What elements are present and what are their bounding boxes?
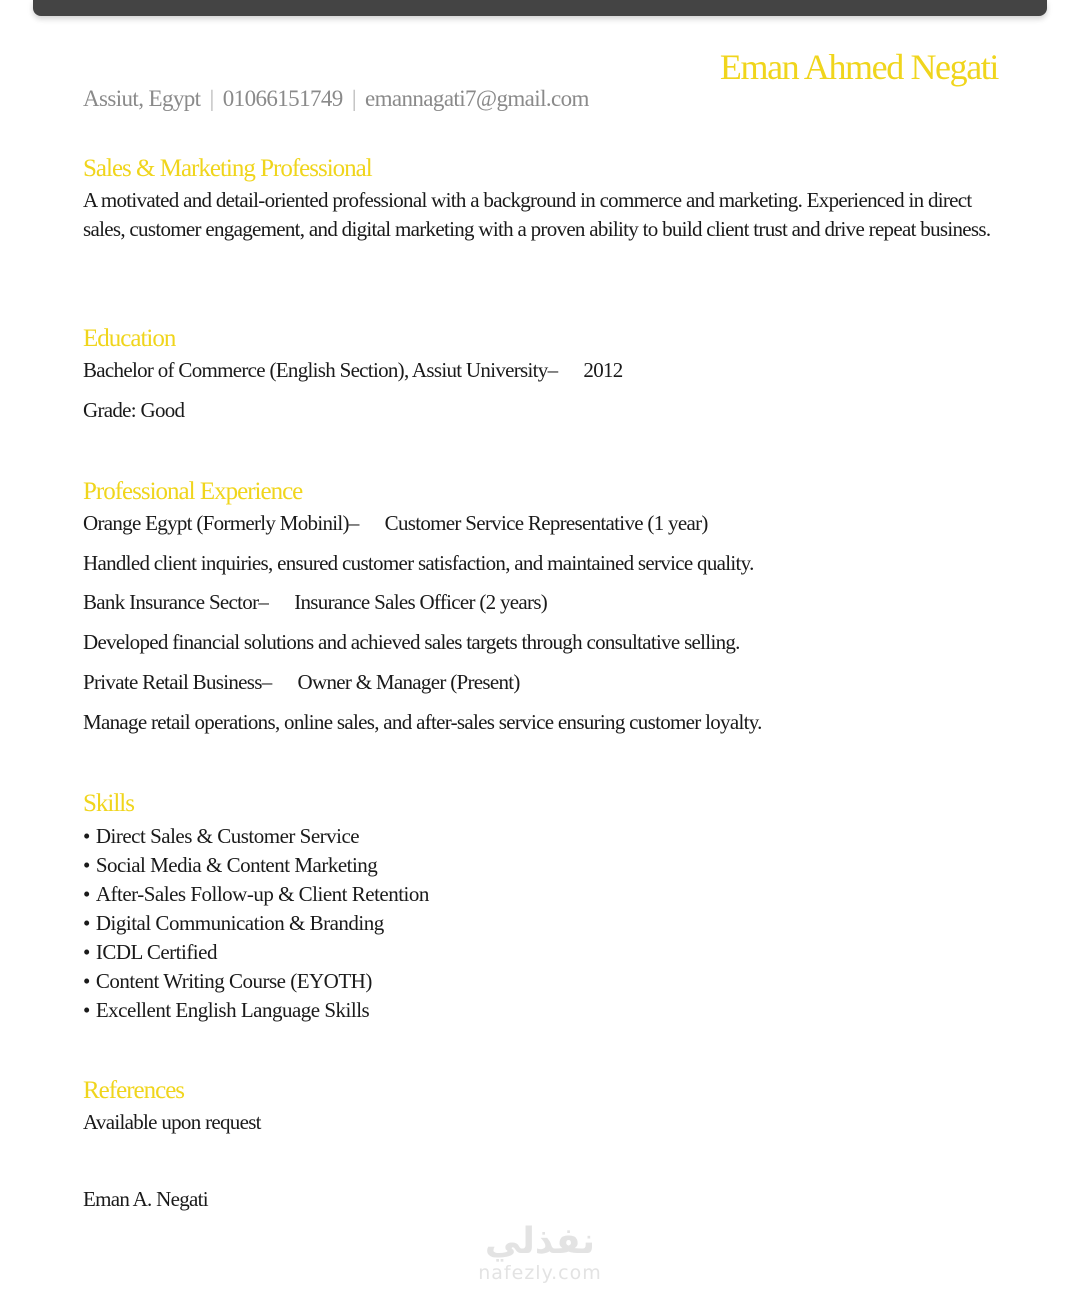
- bullet-icon: •: [83, 969, 90, 993]
- job-role: Customer Service Representative (1 year): [384, 511, 708, 535]
- skill-label: ICDL Certified: [95, 940, 217, 964]
- profile-summary: A motivated and detail-oriented professional with a background in commerce and marketing. Experienced in direct sales, customer engagement, and digital marketing with a proven ability to build client trust and drive repeat business.: [83, 188, 991, 241]
- contact-separator: |: [351, 86, 356, 111]
- signature: Eman A. Negati: [83, 1187, 208, 1211]
- contact-line: [83, 86, 589, 112]
- education-year: 2012: [583, 358, 623, 382]
- bullet-icon: •: [83, 998, 90, 1022]
- skill-label: Excellent English Language Skills: [95, 998, 370, 1022]
- watermark-logo: [470, 1222, 610, 1284]
- skill-item: [83, 996, 429, 1025]
- skill-label: Content Writing Course (EYOTH): [95, 969, 372, 993]
- contact-phone: 01066151749: [222, 86, 343, 111]
- contact-separator: |: [209, 86, 214, 111]
- contact-location: Assiut, Egypt: [83, 86, 201, 111]
- skill-label: After-Sales Follow-up & Client Retention: [95, 882, 429, 906]
- education-grade: Grade: Good: [83, 398, 185, 422]
- skill-item: [83, 851, 429, 880]
- skill-item: [83, 822, 429, 851]
- skill-item: [83, 938, 429, 967]
- watermark-latin: nafezly.com: [478, 1262, 602, 1284]
- bullet-icon: •: [83, 882, 90, 906]
- job-description: Developed financial solutions and achieved sales targets through consultative selling.: [83, 630, 740, 654]
- job-title-line: [83, 670, 520, 695]
- references-heading: References: [83, 1077, 185, 1104]
- skills-list: [83, 822, 429, 1025]
- skill-label: Social Media & Content Marketing: [95, 853, 378, 877]
- job-role: Insurance Sales Officer (2 years): [294, 590, 548, 614]
- skill-item: [83, 880, 429, 909]
- dash: –: [547, 358, 558, 382]
- education-degree-line: [83, 358, 623, 383]
- education-heading: Education: [83, 325, 176, 352]
- bullet-icon: •: [83, 853, 90, 877]
- job-description: Handled client inquiries, ensured customer satisfaction, and maintained service quality.: [83, 551, 754, 575]
- job-company: Private Retail Business: [83, 670, 262, 694]
- candidate-name: Eman Ahmed Negati: [719, 47, 998, 87]
- watermark-arabic: نفذلي: [484, 1221, 596, 1262]
- job-role: Owner & Manager (Present): [297, 670, 520, 694]
- job-title-line: [83, 590, 547, 615]
- profile-title: Sales & Marketing Professional: [83, 155, 372, 182]
- education-degree: Bachelor of Commerce (English Section), Assiut University: [83, 358, 548, 382]
- experience-heading: Professional Experience: [83, 478, 303, 505]
- skills-heading: Skills: [83, 790, 134, 817]
- job-title-line: [83, 511, 708, 536]
- skill-item: [83, 909, 429, 938]
- job-company: Orange Egypt (Formerly Mobinil): [83, 511, 349, 535]
- dash: –: [348, 511, 359, 535]
- job-company: Bank Insurance Sector: [83, 590, 259, 614]
- skill-label: Direct Sales & Customer Service: [95, 824, 360, 848]
- dash: –: [258, 590, 269, 614]
- dash: –: [261, 670, 272, 694]
- bullet-icon: •: [83, 911, 90, 935]
- top-bar: [33, 0, 1047, 16]
- job-description: Manage retail operations, online sales, and after-sales service ensuring customer loyalty.: [83, 710, 762, 734]
- references-text: Available upon request: [83, 1110, 261, 1134]
- bullet-icon: •: [83, 824, 90, 848]
- contact-email: emannagati7@gmail.com: [365, 86, 589, 111]
- skill-label: Digital Communication & Branding: [95, 911, 384, 935]
- skill-item: [83, 967, 429, 996]
- bullet-icon: •: [83, 940, 90, 964]
